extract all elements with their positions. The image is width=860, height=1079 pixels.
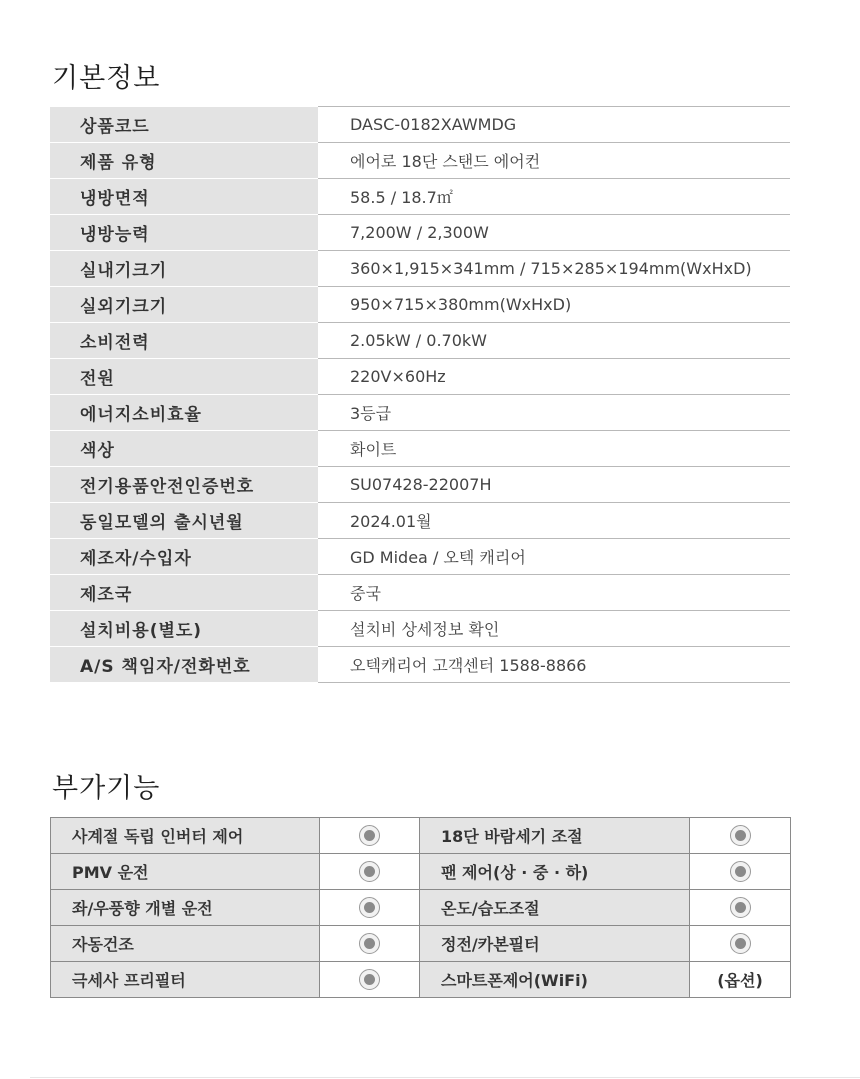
spec-label: 상품코드 bbox=[50, 107, 318, 143]
spec-value: 화이트 bbox=[318, 431, 790, 467]
spec-value: 220V×60Hz bbox=[318, 359, 790, 395]
table-row bbox=[50, 359, 790, 395]
spec-value: 3등급 bbox=[318, 395, 790, 431]
spec-label: 소비전력 bbox=[50, 323, 318, 359]
radio-checked-icon bbox=[359, 825, 380, 846]
spec-label: 색상 bbox=[50, 431, 318, 467]
extra-features-table bbox=[50, 817, 791, 998]
spec-label: 제조국 bbox=[50, 575, 318, 611]
feature-label: 스마트폰제어(WiFi) bbox=[420, 962, 690, 998]
spec-value: 오텍캐리어 고객센터 1588-8866 bbox=[318, 647, 790, 683]
feature-label: 사계절 독립 인버터 제어 bbox=[51, 818, 320, 854]
spec-value: 58.5 / 18.7㎡ bbox=[318, 179, 790, 215]
spec-value: SU07428-22007H bbox=[318, 467, 790, 503]
basic-info-table bbox=[50, 106, 790, 683]
basic-info-title: 기본정보 bbox=[52, 63, 161, 94]
table-row bbox=[51, 962, 791, 998]
feature-label: PMV 운전 bbox=[51, 854, 320, 890]
table-row bbox=[51, 818, 791, 854]
feature-mark bbox=[690, 818, 791, 854]
spec-label: A/S 책임자/전화번호 bbox=[50, 647, 318, 683]
spec-value: 2024.01월 bbox=[318, 503, 790, 539]
spec-label: 전원 bbox=[50, 359, 318, 395]
feature-mark bbox=[320, 890, 420, 926]
feature-mark bbox=[690, 926, 791, 962]
feature-mark bbox=[690, 890, 791, 926]
spec-label: 냉방능력 bbox=[50, 215, 318, 251]
divider bbox=[30, 1077, 860, 1078]
radio-checked-icon bbox=[359, 969, 380, 990]
table-row bbox=[50, 431, 790, 467]
spec-value: GD Midea / 오텍 캐리어 bbox=[318, 539, 790, 575]
radio-checked-icon bbox=[730, 825, 751, 846]
table-row bbox=[50, 215, 790, 251]
table-row bbox=[50, 467, 790, 503]
table-row bbox=[50, 107, 790, 143]
radio-checked-icon bbox=[730, 897, 751, 918]
spec-label: 실내기크기 bbox=[50, 251, 318, 287]
feature-label: 좌/우풍향 개별 운전 bbox=[51, 890, 320, 926]
spec-label: 제조자/수입자 bbox=[50, 539, 318, 575]
table-row bbox=[50, 503, 790, 539]
radio-checked-icon bbox=[730, 933, 751, 954]
table-row bbox=[50, 251, 790, 287]
spec-label: 실외기크기 bbox=[50, 287, 318, 323]
table-row bbox=[51, 926, 791, 962]
feature-label: 온도/습도조절 bbox=[420, 890, 690, 926]
spec-label: 동일모델의 출시년월 bbox=[50, 503, 318, 539]
radio-checked-icon bbox=[359, 897, 380, 918]
table-row bbox=[50, 395, 790, 431]
spec-value: 중국 bbox=[318, 575, 790, 611]
table-row bbox=[50, 647, 790, 683]
feature-label: 극세사 프리필터 bbox=[51, 962, 320, 998]
table-row bbox=[51, 854, 791, 890]
table-row bbox=[50, 287, 790, 323]
table-row bbox=[50, 575, 790, 611]
extra-features-title: 부가기능 bbox=[52, 773, 161, 804]
table-row bbox=[51, 890, 791, 926]
spec-value: 2.05kW / 0.70kW bbox=[318, 323, 790, 359]
feature-label: 18단 바람세기 조절 bbox=[420, 818, 690, 854]
feature-mark bbox=[320, 818, 420, 854]
feature-mark bbox=[320, 962, 420, 998]
spec-label: 냉방면적 bbox=[50, 179, 318, 215]
table-row bbox=[50, 179, 790, 215]
feature-mark bbox=[320, 854, 420, 890]
spec-value: 설치비 상세정보 확인 bbox=[318, 611, 790, 647]
table-row bbox=[50, 539, 790, 575]
table-row bbox=[50, 323, 790, 359]
feature-mark bbox=[690, 854, 791, 890]
feature-label: 정전/카본필터 bbox=[420, 926, 690, 962]
table-row bbox=[50, 143, 790, 179]
spec-value: DASC-0182XAWMDG bbox=[318, 107, 790, 143]
spec-label: 에너지소비효율 bbox=[50, 395, 318, 431]
spec-label: 제품 유형 bbox=[50, 143, 318, 179]
feature-label: 팬 제어(상 · 중 · 하) bbox=[420, 854, 690, 890]
feature-mark bbox=[320, 926, 420, 962]
radio-checked-icon bbox=[730, 861, 751, 882]
radio-checked-icon bbox=[359, 861, 380, 882]
radio-checked-icon bbox=[359, 933, 380, 954]
spec-value: 에어로 18단 스탠드 에어컨 bbox=[318, 143, 790, 179]
feature-label: 자동건조 bbox=[51, 926, 320, 962]
table-row bbox=[50, 611, 790, 647]
spec-value: 360×1,915×341mm / 715×285×194mm(WxHxD) bbox=[318, 251, 790, 287]
spec-label: 설치비용(별도) bbox=[50, 611, 318, 647]
spec-value: 7,200W / 2,300W bbox=[318, 215, 790, 251]
feature-option-label: (옵션) bbox=[690, 962, 791, 998]
spec-value: 950×715×380mm(WxHxD) bbox=[318, 287, 790, 323]
spec-label: 전기용품안전인증번호 bbox=[50, 467, 318, 503]
